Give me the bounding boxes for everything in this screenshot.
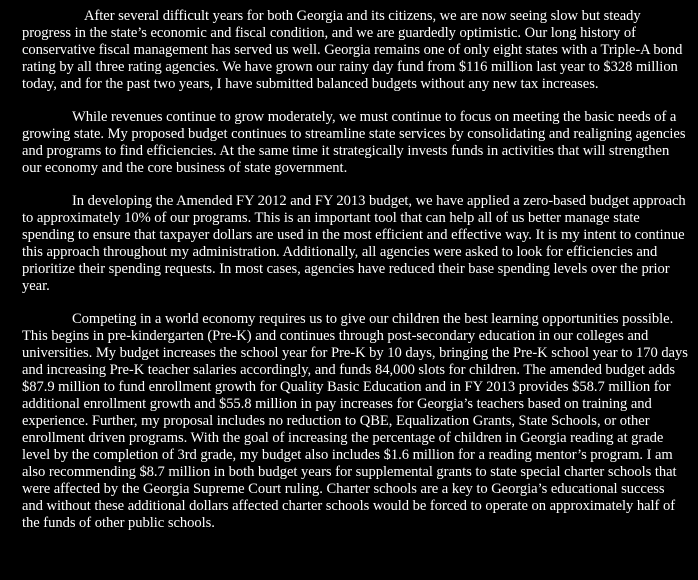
paragraph-zero-based-budget: In developing the Amended FY 2012 and FY 2013 budget, we have applied a zero-based budget approach to approximately 10% of our programs. This is an important tool that can help all of us better manage state spending to ensure that taxpayer dollars are used in the most efficient and effective way. It is my intent to continue this approach throughout my administration. Additionally, all agencies were asked to look for efficiencies and prioritize their spending requests. In most cases, agencies have reduced their base spending levels over the prior year.: [22, 193, 686, 294]
paragraph-education: Competing in a world economy requires us to give our children the best learning opportunities possible. This begins in pre-kindergarten (Pre-K) and continues through post-secondary education in our colleges and universities. My budget increases the school year for Pre-K by 10 days, bringing the Pre-K school year to 170 days and increasing Pre-K teacher salaries accordingly, and funds 84,000 slots for children. The amended budget adds $87.9 million to fund enrollment growth for Quality Basic Education and in FY 2013 provides $58.7 million for additional enrollment growth and $55.8 million in pay increases for Georgia’s teachers based on training and experience. Further, my proposal includes no reduction to QBE, Equalization Grants, State Schools, or other enrollment driven programs. With the goal of increasing the percentage of children in Georgia reading at grade level by the completion of 3rd grade, my budget also includes $1.6 million for a reading mentor’s program. I am also recommending $8.7 million in both budget years for supplemental grants to state special charter schools that were affected by the Georgia Supreme Court ruling. Charter schools are a key to Georgia’s educational success and without these additional dollars affected charter schools would be forced to operate on approximately half of the funds of other public schools.: [22, 311, 688, 531]
paragraph-state-services: While revenues continue to grow moderately, we must continue to focus on meeting the basic needs of a growing state. My proposed budget continues to streamline state services by consolidating and realigning agencies and programs to find efficiencies. At the same time it strategically invests funds in activities that will strengthen our economy and the core business of state government.: [22, 109, 686, 176]
paragraph-economic-outlook: After several difficult years for both Georgia and its citizens, we are now seeing slow but steady progress in the state’s economic and fiscal condition, and we are guardedly optimistic. Our long history of conservative fiscal management has served us well. Georgia remains one of only eight states with a Triple-A bond rating by all three rating agencies. We have grown our rainy day fund from $116 million last year to $328 million today, and for the past two years, I have submitted balanced budgets without any new tax increases.: [22, 8, 683, 92]
